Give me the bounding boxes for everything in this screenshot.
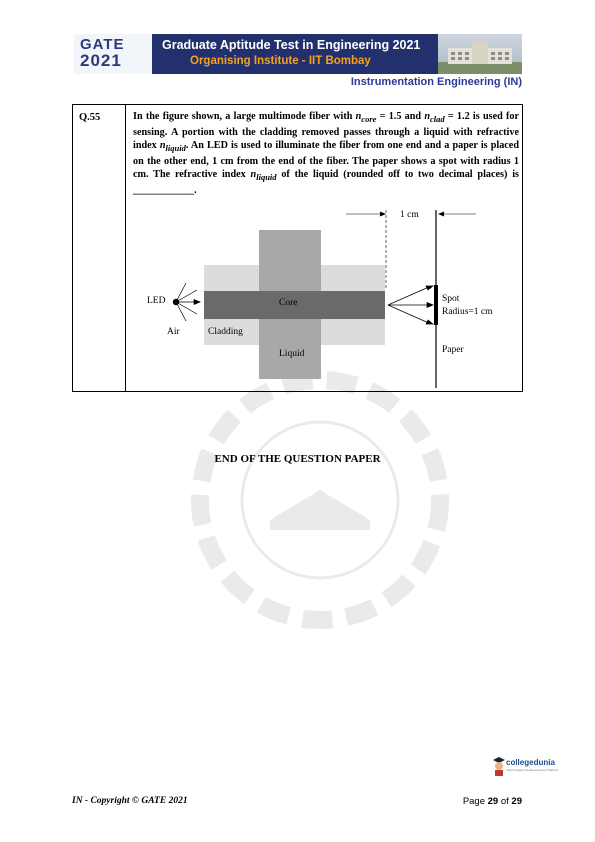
liquid-label: Liquid	[279, 349, 305, 359]
output-rays	[388, 286, 433, 324]
organiser-line: Organising Institute - IIT Bombay	[190, 55, 371, 67]
gate-logo-word: GATE	[80, 36, 125, 53]
paper-label: Paper	[442, 345, 464, 355]
spot-mark	[434, 285, 438, 325]
question-number: Q.55	[79, 112, 101, 123]
brand-name: collegedunia	[506, 758, 555, 767]
led-label: LED	[147, 296, 166, 306]
question-text: In the figure shown, a large multimode fiber with $n_{core} = 1.5$ and $n_{clad} = 1.2$ is used for sensing. A portion with the cladding removed passes through a liquid with refractive index $n_{liquid}$. An LED is used to illuminate the fiber from one end and a paper is placed on the other end, 1 cm from the end of the fiber. The paper shows a spot with radius 1 cm. The refractive index $n_{liquid}$ of the liquid (rounded off to two decimal places) is ____________.	[133, 111, 520, 197]
collegedunia-logo	[492, 755, 562, 779]
cladding-label: Cladding	[208, 327, 243, 337]
end-of-paper: END OF THE QUESTION PAPER	[214, 453, 381, 465]
footer-page-number: Page 29 of 29	[462, 796, 522, 807]
footer-copyright: IN - Copyright © GATE 2021	[72, 796, 188, 806]
dim-arrowhead-left	[380, 212, 386, 217]
brand-tagline: India's largest Student Review Platform	[506, 768, 559, 772]
led-rays	[176, 283, 200, 321]
paper-name: Instrumentation Engineering (IN)	[350, 76, 522, 88]
air-label: Air	[167, 327, 180, 337]
radius-label: Radius=1 cm	[442, 307, 493, 317]
dim-arrowhead-right	[438, 212, 444, 217]
spot-label: Spot	[442, 294, 460, 304]
core-label: Core	[279, 298, 298, 308]
gate-logo-year: 2021	[80, 51, 122, 70]
exam-title: Graduate Aptitude Test in Engineering 2021	[162, 38, 421, 52]
dim-label: 1 cm	[400, 210, 419, 220]
student-mascot-icon	[492, 755, 506, 777]
